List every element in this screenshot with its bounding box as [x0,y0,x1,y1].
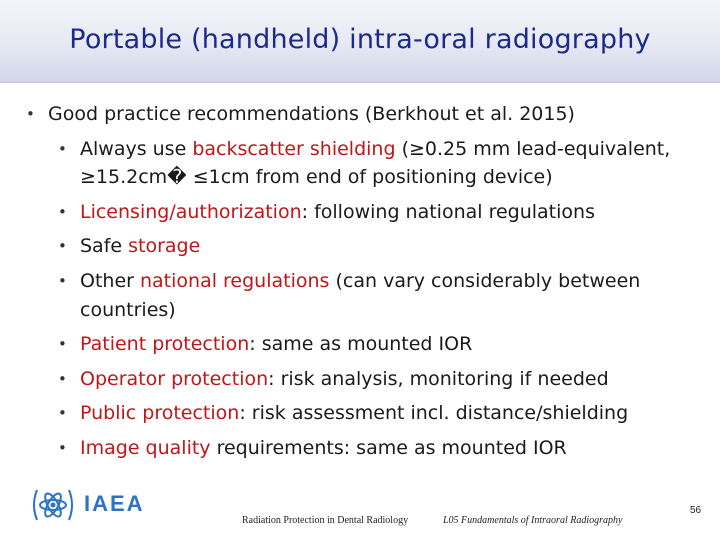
bullet-marker: • [58,140,67,158]
bullet-text: : same as mounted IOR [249,333,473,355]
bullet-storage [80,232,200,261]
bullet-highlight: national regulations [140,270,330,292]
bullet-operator-protection [80,365,609,394]
bullet-marker: • [58,439,67,457]
bullet-national-regulations-line2: countries) [80,299,176,321]
bullet-marker: • [58,272,67,290]
bullet-text: Other [80,270,140,292]
bullet-patient-protection [80,330,472,359]
bullet-highlight: Patient protection [80,333,250,355]
page-number: 56 [690,505,702,516]
footer-lecture-title: L05 Fundamentals of Intraoral Radiography [443,515,623,526]
slide-title: Portable (handheld) intra-oral radiography [69,24,651,55]
bullet-shielding [80,135,670,164]
bullet-text: : following national regulations [301,201,595,223]
bullet-text: : risk analysis, monitoring if needed [268,368,609,390]
bullet-public-protection [80,399,628,428]
bullet-marker: • [26,105,35,123]
bullet-highlight: Public protection [80,402,240,424]
iaea-logo-icon [28,480,78,530]
bullet-text: (can vary considerably between [329,270,641,292]
bullet-national-regulations [80,267,640,296]
bullet-marker: • [58,203,67,221]
bullet-highlight: backscatter shielding [192,138,396,160]
iaea-logo-text: IAEA [84,491,145,516]
bullet-highlight: storage [128,235,201,257]
bullet-text: Safe [80,235,129,257]
bullet-shielding-line2: ≥15.2cm� ≤1cm from end of positioning device) [80,166,553,188]
bullet-highlight: Image quality [80,437,211,459]
bullet-marker: • [58,237,67,255]
footer-course-title: Radiation Protection in Dental Radiology [242,515,409,526]
bullet-licensing [80,198,595,227]
bullet-marker: • [58,335,67,353]
bullet-highlight: Licensing/authorization [80,201,302,223]
bullet-text: requirements: same as mounted IOR [210,437,567,459]
bullet-marker: • [58,404,67,422]
bullet-image-quality [80,434,567,463]
bullet-main: Good practice recommendations (Berkhout et al. 2015) [48,103,575,125]
bullet-text: Always use [80,138,193,160]
bullet-text: (≥0.25 mm lead-equivalent, [395,138,671,160]
bullet-marker: • [58,370,67,388]
bullet-highlight: Operator protection [80,368,269,390]
bullet-text: : risk assessment incl. distance/shielding [239,402,629,424]
